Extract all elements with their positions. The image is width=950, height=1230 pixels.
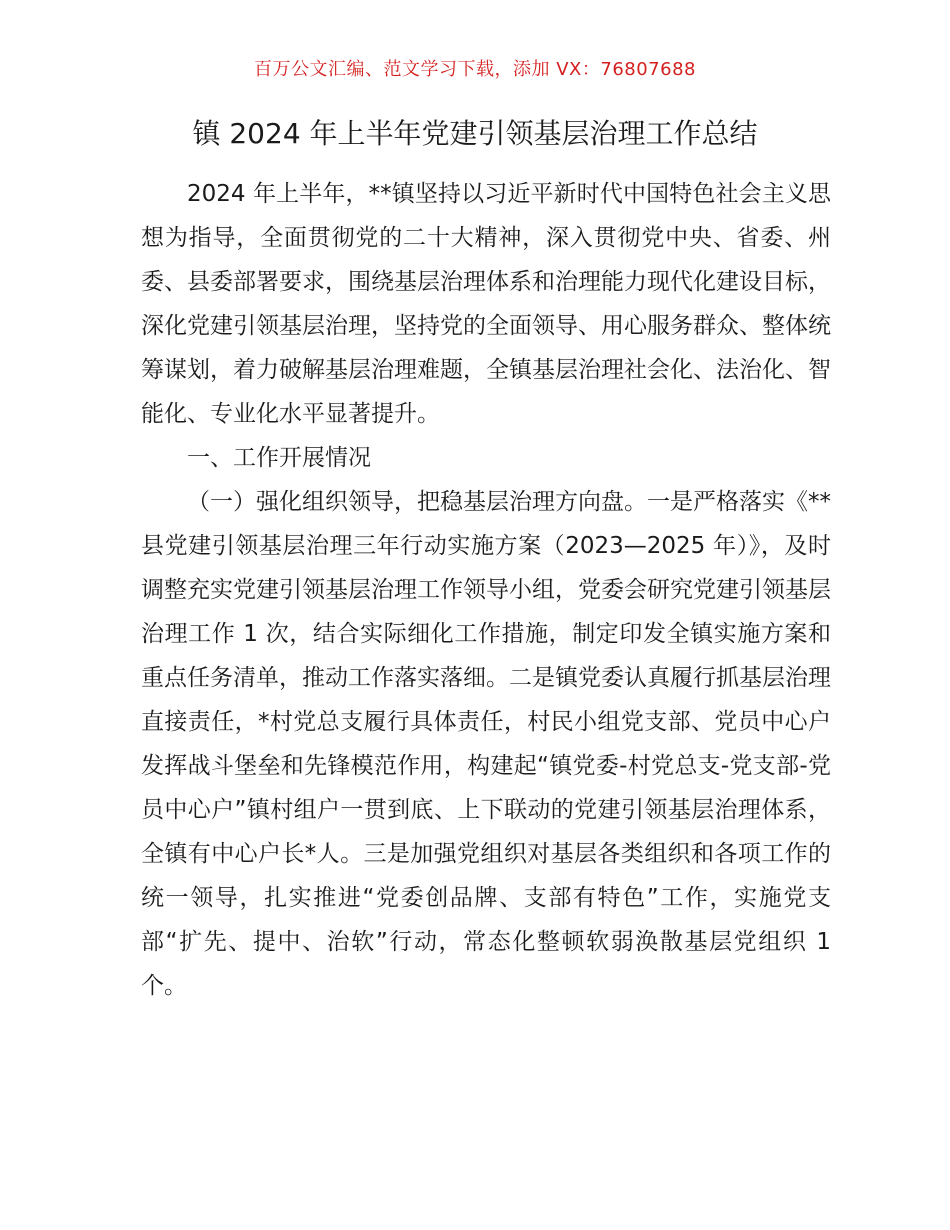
section-paragraph: （一）强化组织领导，把稳基层治理方向盘。一是严格落实《**县党建引领基层治理三年行动实施方案（2023—2025 年）》，及时调整充实党建引领基层治理工作领导小组，党委会研究党建引领基层治理工作 1 次，结合实际细化工作措施，制定印发全镇实施方案和重点任务清单，推动工作落实落细。二是镇党委认真履行抓基层治理直接责任，*村党总支履行具体责任，村民小组党支部、党员中心户发挥战斗堡垒和先锋模范作用，构建起“镇党委-村党总支-党支部-党员中心户”镇村组户一贯到底、上下联动的党建引领基层治理体系，全镇有中心户长*人。三是加强党组织对基层各类组织和各项工作的统一领导，扎实推进“党委创品牌、支部有特色”工作，实施党支部“扩先、提中、治软”行动，常态化整顿软弱涣散基层党组织 1 个。 [141, 489, 831, 999]
document-body [141, 172, 831, 1008]
intro-paragraph: 2024 年上半年，**镇坚持以习近平新时代中国特色社会主义思想为指导，全面贯彻党的二十大精神，深入贯彻党中央、省委、州委、县委部署要求，围绕基层治理体系和治理能力现代化建设目标，深化党建引领基层治理，坚持党的全面领导、用心服务群众、整体统筹谋划，着力破解基层治理难题，全镇基层治理社会化、法治化、智能化、专业化水平显著提升。 [141, 181, 831, 427]
section-heading: 一、工作开展情况 [187, 445, 371, 471]
document-title: 镇 2024 年上半年党建引领基层治理工作总结 [192, 117, 758, 150]
watermark-banner: 百万公文汇编、范文学习下载，添加 VX：76807688 [254, 59, 696, 80]
